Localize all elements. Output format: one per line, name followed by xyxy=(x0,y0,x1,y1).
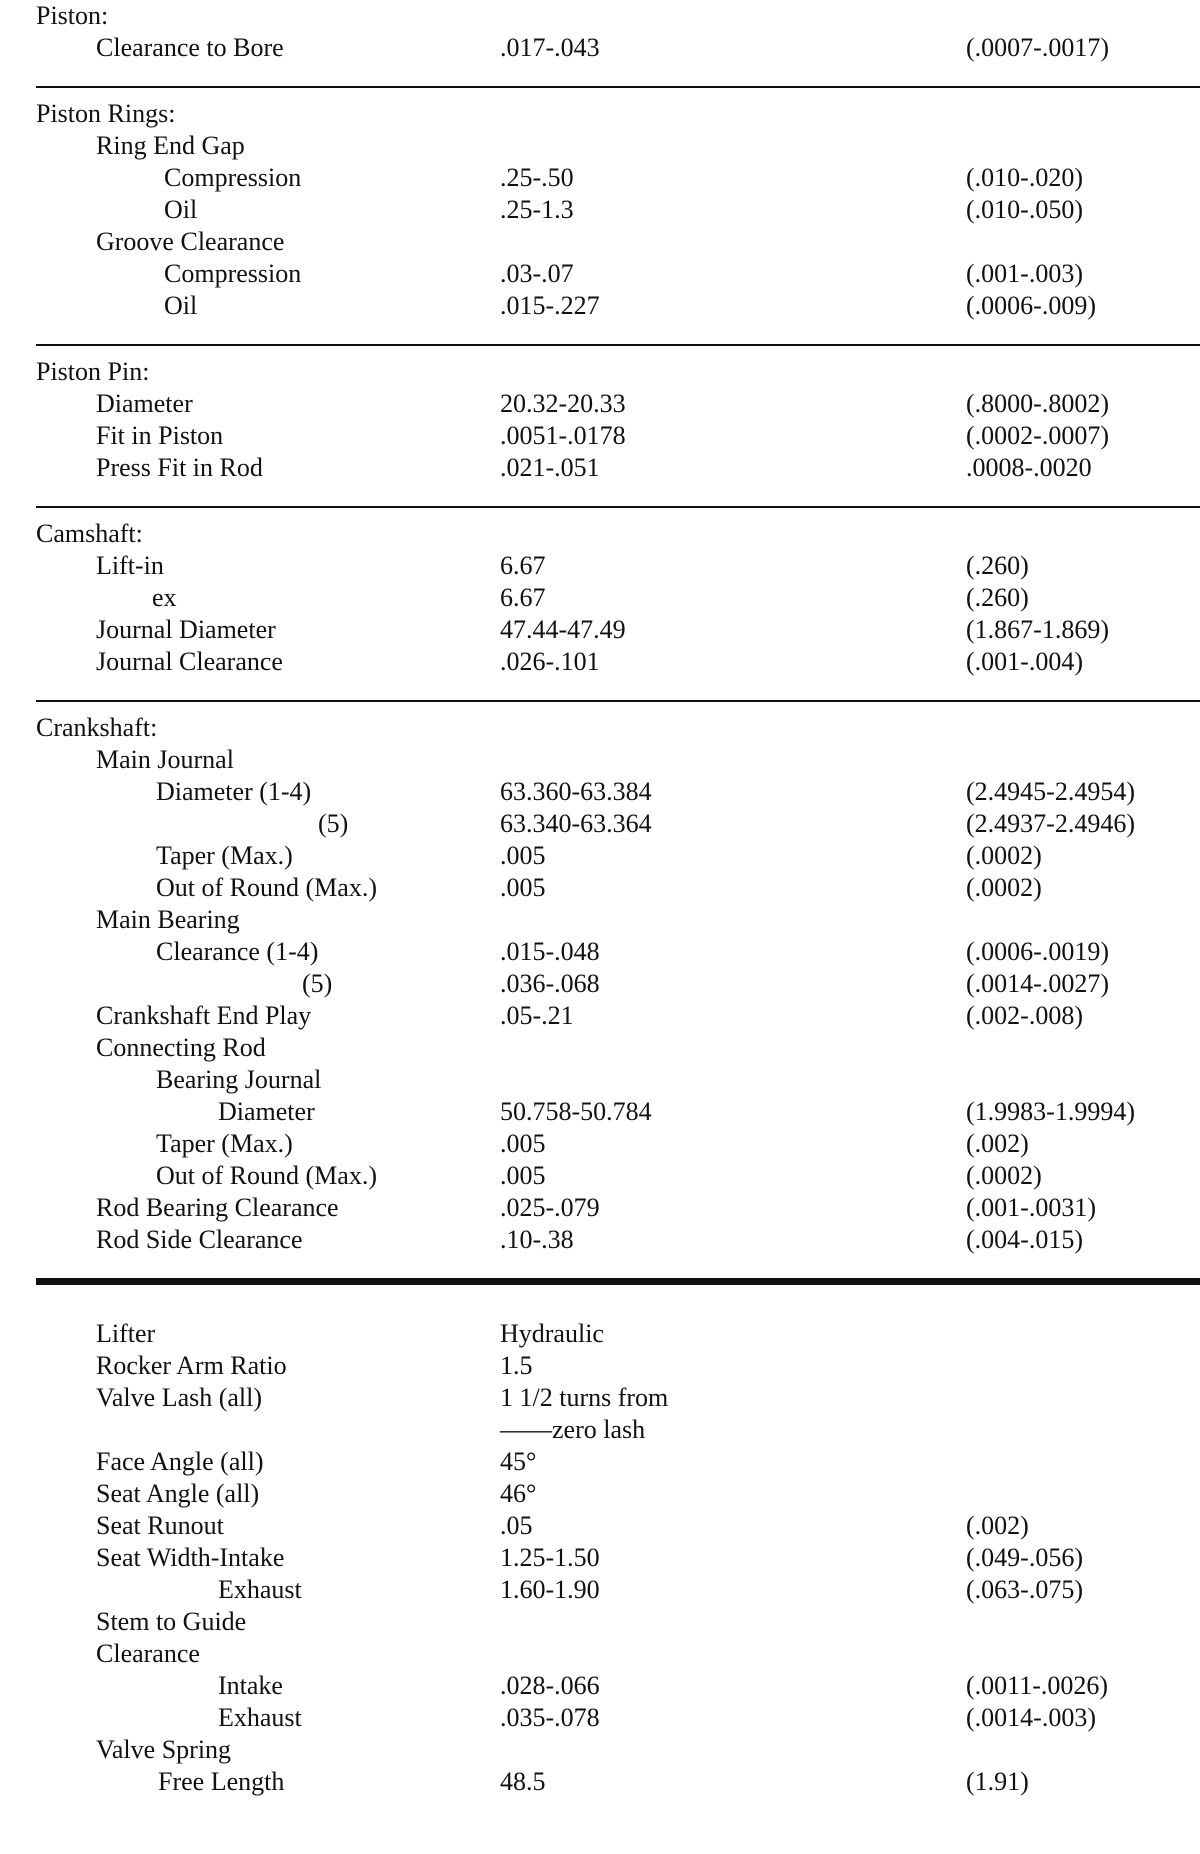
spec-metric-value: .10-.38 xyxy=(500,1225,574,1254)
subheading-groove-clearance xyxy=(0,226,1200,258)
spec-inch-value: (.010-.050) xyxy=(966,195,1083,224)
spec-subheading: Bearing Journal xyxy=(156,1065,322,1094)
spec-label: Taper (Max.) xyxy=(156,1129,293,1158)
spec-inch-value: .0008-.0020 xyxy=(966,453,1092,482)
spec-metric-value: .25-1.3 xyxy=(500,195,574,224)
spec-inch-value: (.0014-.003) xyxy=(966,1703,1096,1732)
spec-metric-value: 20.32-20.33 xyxy=(500,389,626,418)
spec-metric-value: 46° xyxy=(500,1479,537,1508)
spec-inch-value: (2.4945-2.4954) xyxy=(966,777,1135,806)
spec-label: Seat Width-Intake xyxy=(96,1543,285,1572)
spec-row xyxy=(0,840,1200,872)
spec-inch-value: (.002-.008) xyxy=(966,1001,1083,1030)
spec-label: Seat Runout xyxy=(96,1511,224,1540)
spec-subheading: Main Bearing xyxy=(96,905,240,934)
spec-inch-value: (.002) xyxy=(966,1129,1029,1158)
spec-inch-value: (.0007-.0017) xyxy=(966,33,1109,62)
spec-subheading: Connecting Rod xyxy=(96,1033,266,1062)
subheading-connecting-rod xyxy=(0,1032,1200,1064)
spec-row xyxy=(0,258,1200,290)
spec-inch-value: (.0006-.0019) xyxy=(966,937,1109,966)
spec-metric-value: Hydraulic xyxy=(500,1319,604,1348)
spec-metric-value: .05-.21 xyxy=(500,1001,574,1030)
section-heading-camshaft xyxy=(0,518,1200,550)
spec-label: Diameter (1-4) xyxy=(156,777,312,806)
section-title: Crankshaft: xyxy=(36,713,158,742)
spec-label: Free Length xyxy=(158,1767,285,1796)
spec-subheading: Valve Spring xyxy=(96,1735,232,1764)
spec-inch-value: (.001-.004) xyxy=(966,647,1083,676)
spec-subheading: Clearance xyxy=(96,1639,200,1668)
spec-row xyxy=(0,194,1200,226)
spec-inch-value: (.001-.003) xyxy=(966,259,1083,288)
spec-metric-value: 48.5 xyxy=(500,1767,546,1796)
section-title: Piston Rings: xyxy=(36,99,176,128)
section-heading-piston xyxy=(0,0,1200,32)
subheading-main-bearing xyxy=(0,904,1200,936)
spec-row xyxy=(0,1192,1200,1224)
spec-inch-value: (.049-.056) xyxy=(966,1543,1083,1572)
spec-label: Rocker Arm Ratio xyxy=(96,1351,287,1380)
spec-inch-value: (.063-.075) xyxy=(966,1575,1083,1604)
subheading-ring-end-gap xyxy=(0,130,1200,162)
section-divider xyxy=(36,506,1200,508)
section-divider xyxy=(36,700,1200,702)
spec-metric-value: .005 xyxy=(500,1129,546,1158)
spec-metric-value: ——zero lash xyxy=(500,1415,646,1444)
spec-metric-value: .026-.101 xyxy=(500,647,600,676)
spec-row xyxy=(0,388,1200,420)
spec-metric-value: .017-.043 xyxy=(500,33,600,62)
spec-label: Diameter xyxy=(218,1097,315,1126)
spec-inch-value: (1.91) xyxy=(966,1767,1029,1796)
spec-inch-value: (.0002) xyxy=(966,841,1042,870)
spec-row xyxy=(0,452,1200,484)
spec-inch-value: (.0002) xyxy=(966,873,1042,902)
section-divider-thick xyxy=(36,1278,1200,1285)
subheading-valve-spring xyxy=(0,1734,1200,1766)
spec-label: Rod Bearing Clearance xyxy=(96,1193,339,1222)
spec-row xyxy=(0,290,1200,322)
spec-metric-value: 63.360-63.384 xyxy=(500,777,652,806)
spec-label: Press Fit in Rod xyxy=(96,453,263,482)
spec-label: Oil xyxy=(164,195,198,224)
spec-metric-value: 47.44-47.49 xyxy=(500,615,626,644)
spec-inch-value: (.0002) xyxy=(966,1161,1042,1190)
spec-inch-value: (.0006-.009) xyxy=(966,291,1096,320)
section-divider xyxy=(36,344,1200,346)
spec-row xyxy=(0,1766,1200,1798)
spec-row-continued xyxy=(0,1414,1200,1446)
spec-label: Journal Diameter xyxy=(96,615,276,644)
spec-metric-value: .005 xyxy=(500,873,546,902)
spec-row xyxy=(0,968,1200,1000)
spec-metric-value: .025-.079 xyxy=(500,1193,600,1222)
spec-row xyxy=(0,1446,1200,1478)
subheading-clearance xyxy=(0,1638,1200,1670)
spec-row xyxy=(0,1574,1200,1606)
spec-label: Seat Angle (all) xyxy=(96,1479,260,1508)
spec-row xyxy=(0,1670,1200,1702)
spec-label: Exhaust xyxy=(218,1575,302,1604)
spec-row xyxy=(0,420,1200,452)
spec-label: Clearance to Bore xyxy=(96,33,284,62)
spec-metric-value: .015-.048 xyxy=(500,937,600,966)
spec-inch-value: (.260) xyxy=(966,583,1029,612)
spec-row xyxy=(0,1000,1200,1032)
spec-metric-value: 63.340-63.364 xyxy=(500,809,652,838)
spec-label: Lift-in xyxy=(96,551,164,580)
spec-metric-value: .03-.07 xyxy=(500,259,574,288)
spec-inch-value: (.004-.015) xyxy=(966,1225,1083,1254)
spec-row xyxy=(0,872,1200,904)
section-heading-piston-rings xyxy=(0,98,1200,130)
spec-subheading: Ring End Gap xyxy=(96,131,245,160)
spec-metric-value: 1 1/2 turns from xyxy=(500,1383,669,1412)
spec-row xyxy=(0,1382,1200,1414)
section-heading-piston-pin xyxy=(0,356,1200,388)
spec-row xyxy=(0,32,1200,64)
spec-metric-value: .25-.50 xyxy=(500,163,574,192)
spec-inch-value: (.0011-.0026) xyxy=(966,1671,1109,1700)
spec-label: (5) xyxy=(302,969,333,998)
section-title: Piston: xyxy=(36,1,109,30)
spec-inch-value: (.002) xyxy=(966,1511,1029,1540)
spec-inch-value: (.0014-.0027) xyxy=(966,969,1109,998)
spec-metric-value: .0051-.0178 xyxy=(500,421,626,450)
section-title: Piston Pin: xyxy=(36,357,150,386)
spec-row xyxy=(0,1510,1200,1542)
spec-row xyxy=(0,550,1200,582)
spec-metric-value: .035-.078 xyxy=(500,1703,600,1732)
spec-row xyxy=(0,1160,1200,1192)
spec-row xyxy=(0,582,1200,614)
spec-row xyxy=(0,776,1200,808)
section-heading-crankshaft xyxy=(0,712,1200,744)
spec-row xyxy=(0,1128,1200,1160)
spec-subheading: Main Journal xyxy=(96,745,234,774)
spec-inch-value: (.0002-.0007) xyxy=(966,421,1109,450)
spec-label: Diameter xyxy=(96,389,193,418)
section-divider xyxy=(36,86,1200,88)
spec-metric-value: 50.758-50.784 xyxy=(500,1097,652,1126)
spec-metric-value: 1.25-1.50 xyxy=(500,1543,600,1572)
spec-inch-value: (1.867-1.869) xyxy=(966,615,1109,644)
spec-row xyxy=(0,1542,1200,1574)
spec-metric-value: .028-.066 xyxy=(500,1671,600,1700)
spec-subheading: Stem to Guide xyxy=(96,1607,247,1636)
spec-label: Face Angle (all) xyxy=(96,1447,264,1476)
spec-inch-value: (.001-.0031) xyxy=(966,1193,1096,1222)
spec-row xyxy=(0,808,1200,840)
spec-metric-value: 6.67 xyxy=(500,551,546,580)
spec-row xyxy=(0,1350,1200,1382)
spec-label: Taper (Max.) xyxy=(156,841,293,870)
spec-metric-value: 1.60-1.90 xyxy=(500,1575,600,1604)
spec-label: Out of Round (Max.) xyxy=(156,1161,377,1190)
spec-inch-value: (.260) xyxy=(966,551,1029,580)
spec-subheading: Groove Clearance xyxy=(96,227,285,256)
spec-row xyxy=(0,614,1200,646)
spec-row xyxy=(0,646,1200,678)
spec-label: ex xyxy=(152,583,177,612)
spec-row xyxy=(0,936,1200,968)
spec-metric-value: .036-.068 xyxy=(500,969,600,998)
spec-metric-value: .005 xyxy=(500,1161,546,1190)
spec-metric-value: .021-.051 xyxy=(500,453,600,482)
spec-inch-value: (2.4937-2.4946) xyxy=(966,809,1135,838)
spec-metric-value: 6.67 xyxy=(500,583,546,612)
spec-metric-value: 1.5 xyxy=(500,1351,533,1380)
spec-row xyxy=(0,1224,1200,1256)
spec-metric-value: .005 xyxy=(500,841,546,870)
spec-row xyxy=(0,1478,1200,1510)
spec-row xyxy=(0,1318,1200,1350)
spec-label: Intake xyxy=(218,1671,283,1700)
spec-label: Journal Clearance xyxy=(96,647,283,676)
spec-metric-value: .05 xyxy=(500,1511,533,1540)
subheading-bearing-journal xyxy=(0,1064,1200,1096)
spec-label: Fit in Piston xyxy=(96,421,224,450)
spec-label: Lifter xyxy=(96,1319,156,1348)
spec-label: Crankshaft End Play xyxy=(96,1001,312,1030)
spec-inch-value: (.010-.020) xyxy=(966,163,1083,192)
spec-label: Rod Side Clearance xyxy=(96,1225,303,1254)
spec-label: Compression xyxy=(164,163,302,192)
spec-metric-value: .015-.227 xyxy=(500,291,600,320)
spec-inch-value: (1.9983-1.9994) xyxy=(966,1097,1135,1126)
spec-row xyxy=(0,1702,1200,1734)
subheading-stem-to-guide xyxy=(0,1606,1200,1638)
spec-label: Oil xyxy=(164,291,198,320)
spec-label: Clearance (1-4) xyxy=(156,937,319,966)
spec-label: Valve Lash (all) xyxy=(96,1383,263,1412)
spec-row xyxy=(0,1096,1200,1128)
spec-label: (5) xyxy=(318,809,349,838)
spec-row xyxy=(0,162,1200,194)
subheading-main-journal xyxy=(0,744,1200,776)
spec-label: Compression xyxy=(164,259,302,288)
spec-label: Out of Round (Max.) xyxy=(156,873,377,902)
spec-label: Exhaust xyxy=(218,1703,302,1732)
spec-metric-value: 45° xyxy=(500,1447,537,1476)
section-title: Camshaft: xyxy=(36,519,143,548)
spec-inch-value: (.8000-.8002) xyxy=(966,389,1109,418)
